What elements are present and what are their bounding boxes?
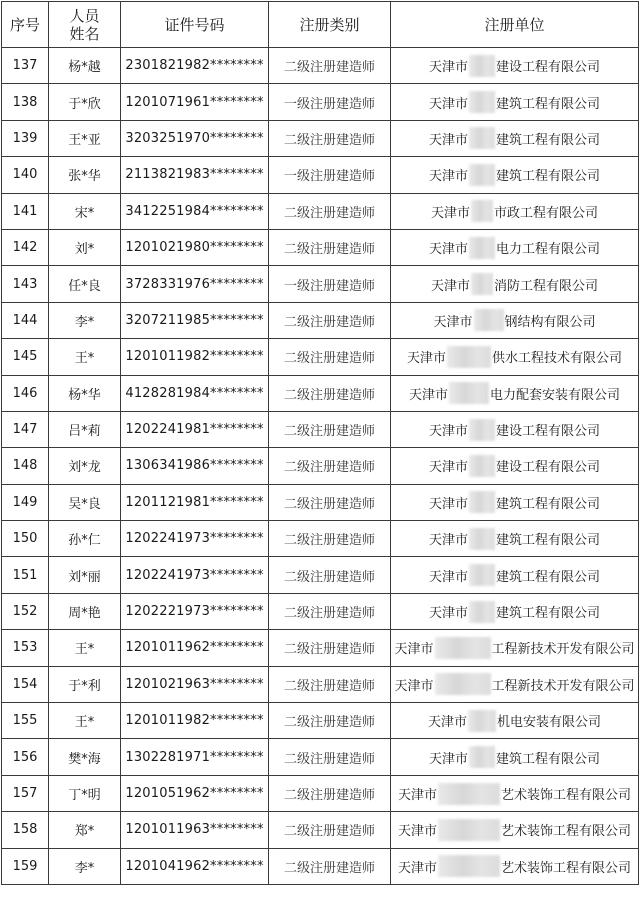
unit-prefix: 天津市	[428, 96, 468, 112]
cell-category: 二级注册建造师	[269, 484, 391, 520]
cell-category: 二级注册建造师	[269, 193, 391, 229]
cell-category: 二级注册建造师	[269, 48, 391, 84]
unit-suffix: 消防工程有限公司	[494, 278, 599, 294]
cell-registered-unit	[391, 157, 639, 193]
table-row	[2, 448, 639, 484]
table-row	[2, 229, 639, 265]
cell-name: 樊*海	[49, 739, 121, 775]
unit-prefix: 天津市	[428, 132, 468, 148]
table-row	[2, 812, 639, 848]
unit-prefix: 天津市	[428, 424, 468, 440]
cell-name: 杨*越	[49, 48, 121, 84]
cell-name: 王*	[49, 630, 121, 666]
unit-prefix: 天津市	[428, 460, 468, 476]
unit-suffix: 工程新技术开发有限公司	[491, 642, 635, 658]
cell-id-number: 3728331976********	[121, 266, 269, 302]
cell-category: 二级注册建造师	[269, 339, 391, 375]
cell-id-number: 1201041962********	[121, 848, 269, 884]
cell-registered-unit	[391, 229, 639, 265]
unit-suffix: 电力配套安装有限公司	[490, 387, 621, 403]
cell-registered-unit	[391, 193, 639, 229]
table-row	[2, 593, 639, 629]
unit-prefix: 天津市	[397, 860, 437, 876]
cell-name: 郑*	[49, 812, 121, 848]
unit-prefix: 天津市	[428, 496, 468, 512]
unit-prefix: 天津市	[394, 642, 434, 658]
unit-suffix: 艺术装饰工程有限公司	[501, 860, 632, 876]
cell-id-number: 1302281971********	[121, 739, 269, 775]
table-row	[2, 157, 639, 193]
unit-prefix: 天津市	[428, 751, 468, 767]
unit-suffix: 供水工程技术有限公司	[492, 351, 623, 367]
redaction-blur	[438, 783, 500, 805]
unit-suffix: 建筑工程有限公司	[496, 169, 601, 185]
cell-id-number: 1201011962********	[121, 630, 269, 666]
cell-name: 王*亚	[49, 120, 121, 156]
unit-suffix: 机电安装有限公司	[497, 715, 602, 731]
redaction-blur	[471, 200, 493, 222]
redaction-blur	[469, 164, 495, 186]
cell-registered-unit	[391, 84, 639, 120]
cell-category: 二级注册建造师	[269, 120, 391, 156]
unit-suffix: 建筑工程有限公司	[496, 496, 601, 512]
cell-id-number: 4128281984********	[121, 375, 269, 411]
cell-id-number: 1201071961********	[121, 84, 269, 120]
redaction-blur	[435, 673, 491, 695]
redaction-blur	[469, 601, 495, 623]
unit-prefix: 天津市	[428, 606, 468, 622]
unit-prefix: 天津市	[433, 314, 473, 330]
cell-name: 王*	[49, 703, 121, 739]
cell-category: 二级注册建造师	[269, 848, 391, 884]
table-row	[2, 302, 639, 338]
unit-suffix: 建筑工程有限公司	[496, 132, 601, 148]
table-row	[2, 266, 639, 302]
table-row	[2, 557, 639, 593]
cell-category: 二级注册建造师	[269, 812, 391, 848]
table-row	[2, 739, 639, 775]
unit-prefix: 天津市	[430, 278, 470, 294]
unit-prefix: 天津市	[406, 351, 446, 367]
unit-suffix: 建设工程有限公司	[496, 424, 601, 440]
redaction-blur	[449, 382, 489, 404]
cell-id-number: 1201021980********	[121, 229, 269, 265]
table-row	[2, 375, 639, 411]
unit-suffix: 建筑工程有限公司	[496, 751, 601, 767]
unit-prefix: 天津市	[428, 169, 468, 185]
redaction-blur	[468, 710, 496, 732]
cell-id-number: 2301821982********	[121, 48, 269, 84]
cell-seq: 140	[2, 157, 49, 193]
redaction-blur	[469, 127, 495, 149]
redaction-blur	[469, 237, 495, 259]
cell-seq: 139	[2, 120, 49, 156]
table-row	[2, 84, 639, 120]
cell-seq: 137	[2, 48, 49, 84]
unit-suffix: 艺术装饰工程有限公司	[501, 788, 632, 803]
header-name: 人员 姓名	[49, 2, 121, 48]
cell-registered-unit	[391, 593, 639, 629]
cell-registered-unit	[391, 266, 639, 302]
table-row	[2, 703, 639, 739]
cell-seq: 157	[2, 775, 49, 811]
cell-category: 二级注册建造师	[269, 775, 391, 811]
cell-registered-unit	[391, 775, 639, 811]
cell-name: 于*利	[49, 666, 121, 702]
table-body	[2, 48, 639, 885]
cell-id-number: 1306341986********	[121, 448, 269, 484]
cell-name: 刘*丽	[49, 557, 121, 593]
table-row	[2, 339, 639, 375]
cell-name: 任*良	[49, 266, 121, 302]
cell-category: 二级注册建造师	[269, 302, 391, 338]
cell-name: 周*艳	[49, 593, 121, 629]
unit-prefix: 天津市	[408, 387, 448, 403]
cell-category: 一级注册建造师	[269, 84, 391, 120]
redaction-blur	[469, 564, 495, 586]
cell-seq: 147	[2, 411, 49, 447]
unit-suffix: 建筑工程有限公司	[496, 569, 601, 585]
cell-category: 二级注册建造师	[269, 375, 391, 411]
table-row	[2, 521, 639, 557]
cell-registered-unit	[391, 339, 639, 375]
redaction-blur	[471, 273, 493, 295]
cell-name: 于*欣	[49, 84, 121, 120]
cell-category: 一级注册建造师	[269, 157, 391, 193]
cell-name: 张*华	[49, 157, 121, 193]
redaction-blur	[469, 746, 495, 768]
table-row	[2, 848, 639, 884]
redaction-blur	[469, 91, 495, 113]
cell-registered-unit	[391, 448, 639, 484]
unit-prefix: 天津市	[427, 715, 467, 731]
cell-id-number: 3207211985********	[121, 302, 269, 338]
header-seq: 序号	[2, 2, 49, 48]
cell-registered-unit	[391, 848, 639, 884]
cell-registered-unit	[391, 703, 639, 739]
cell-category: 二级注册建造师	[269, 229, 391, 265]
cell-id-number: 3412251984********	[121, 193, 269, 229]
table-row	[2, 666, 639, 702]
cell-category: 二级注册建造师	[269, 411, 391, 447]
cell-registered-unit	[391, 484, 639, 520]
table-row	[2, 48, 639, 84]
cell-name: 李*	[49, 302, 121, 338]
table-row	[2, 411, 639, 447]
cell-id-number: 1201121981********	[121, 484, 269, 520]
cell-registered-unit	[391, 375, 639, 411]
cell-category: 二级注册建造师	[269, 739, 391, 775]
redaction-blur	[469, 491, 495, 513]
cell-registered-unit	[391, 48, 639, 84]
cell-seq: 141	[2, 193, 49, 229]
cell-id-number: 1202241973********	[121, 557, 269, 593]
cell-seq: 145	[2, 339, 49, 375]
unit-suffix: 艺术装饰工程有限公司	[501, 824, 632, 840]
table-row	[2, 484, 639, 520]
table-row	[2, 775, 639, 811]
cell-seq: 149	[2, 484, 49, 520]
cell-id-number: 1201051962********	[121, 775, 269, 811]
cell-seq: 142	[2, 229, 49, 265]
cell-id-number: 3203251970********	[121, 120, 269, 156]
redaction-blur	[469, 528, 495, 550]
cell-seq: 143	[2, 266, 49, 302]
cell-name: 吴*良	[49, 484, 121, 520]
cell-name: 刘*龙	[49, 448, 121, 484]
cell-registered-unit	[391, 630, 639, 666]
unit-suffix: 建筑工程有限公司	[496, 96, 601, 112]
redaction-blur	[438, 819, 500, 841]
unit-prefix: 天津市	[394, 678, 434, 694]
table-row	[2, 630, 639, 666]
cell-name: 李*	[49, 848, 121, 884]
cell-registered-unit	[391, 739, 639, 775]
cell-seq: 146	[2, 375, 49, 411]
cell-seq: 144	[2, 302, 49, 338]
cell-registered-unit	[391, 521, 639, 557]
unit-prefix: 天津市	[430, 205, 470, 221]
cell-seq: 156	[2, 739, 49, 775]
cell-registered-unit	[391, 411, 639, 447]
table-row	[2, 120, 639, 156]
cell-category: 二级注册建造师	[269, 666, 391, 702]
cell-name: 刘*	[49, 229, 121, 265]
table-row	[2, 193, 639, 229]
cell-registered-unit	[391, 557, 639, 593]
unit-prefix: 天津市	[428, 569, 468, 585]
unit-suffix: 市政工程有限公司	[494, 205, 599, 221]
redaction-blur	[438, 855, 500, 877]
cell-seq: 148	[2, 448, 49, 484]
cell-registered-unit	[391, 666, 639, 702]
cell-name: 杨*华	[49, 375, 121, 411]
cell-id-number: 2113821983********	[121, 157, 269, 193]
cell-seq: 138	[2, 84, 49, 120]
cell-name: 王*	[49, 339, 121, 375]
redaction-blur	[469, 455, 495, 477]
cell-seq: 150	[2, 521, 49, 557]
unit-suffix: 工程新技术开发有限公司	[491, 678, 635, 694]
unit-suffix: 建筑工程有限公司	[496, 533, 601, 549]
redaction-blur	[474, 309, 504, 331]
cell-id-number: 1201011982********	[121, 703, 269, 739]
unit-suffix: 建设工程有限公司	[496, 60, 601, 76]
cell-seq: 154	[2, 666, 49, 702]
cell-registered-unit	[391, 120, 639, 156]
registration-table	[1, 1, 639, 885]
cell-seq: 158	[2, 812, 49, 848]
cell-category: 二级注册建造师	[269, 630, 391, 666]
redaction-blur	[469, 55, 495, 77]
cell-category: 二级注册建造师	[269, 593, 391, 629]
cell-name: 吕*莉	[49, 411, 121, 447]
cell-category: 一级注册建造师	[269, 266, 391, 302]
cell-name: 宋*	[49, 193, 121, 229]
cell-id-number: 1202241973********	[121, 521, 269, 557]
cell-id-number: 1201011982********	[121, 339, 269, 375]
cell-name: 丁*明	[49, 775, 121, 811]
cell-id-number: 1201011963********	[121, 812, 269, 848]
unit-suffix: 建设工程有限公司	[496, 460, 601, 476]
cell-registered-unit	[391, 302, 639, 338]
cell-category: 二级注册建造师	[269, 703, 391, 739]
unit-suffix: 建筑工程有限公司	[496, 606, 601, 622]
header-category: 注册类别	[269, 2, 391, 48]
cell-id-number: 1201021963********	[121, 666, 269, 702]
cell-id-number: 1202221973********	[121, 593, 269, 629]
cell-id-number: 1202241981********	[121, 411, 269, 447]
redaction-blur	[469, 419, 495, 441]
cell-seq: 159	[2, 848, 49, 884]
cell-registered-unit	[391, 812, 639, 848]
table-header-row	[2, 2, 639, 48]
cell-category: 二级注册建造师	[269, 448, 391, 484]
redaction-blur	[435, 637, 491, 659]
redaction-blur	[447, 346, 491, 368]
cell-category: 二级注册建造师	[269, 521, 391, 557]
header-id: 证件号码	[121, 2, 269, 48]
unit-prefix: 天津市	[428, 60, 468, 76]
cell-seq: 152	[2, 593, 49, 629]
unit-suffix: 电力工程有限公司	[496, 242, 601, 258]
unit-prefix: 天津市	[428, 533, 468, 549]
unit-prefix: 天津市	[397, 788, 437, 803]
unit-prefix: 天津市	[397, 824, 437, 840]
cell-seq: 151	[2, 557, 49, 593]
header-unit: 注册单位	[391, 2, 639, 48]
cell-category: 二级注册建造师	[269, 557, 391, 593]
cell-name: 孙*仁	[49, 521, 121, 557]
unit-suffix: 钢结构有限公司	[504, 314, 596, 330]
unit-prefix: 天津市	[428, 242, 468, 258]
cell-seq: 153	[2, 630, 49, 666]
cell-seq: 155	[2, 703, 49, 739]
